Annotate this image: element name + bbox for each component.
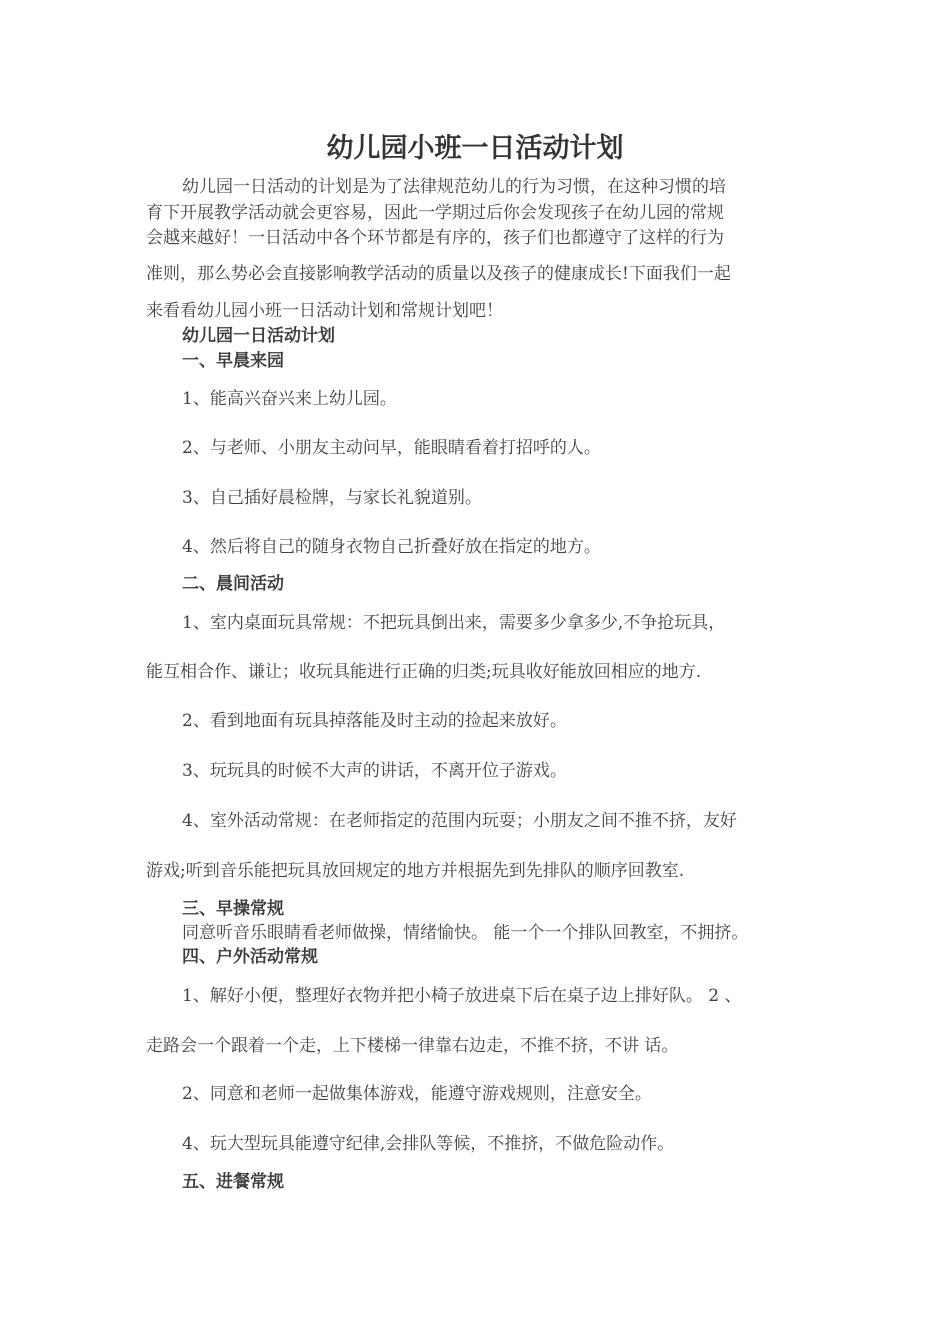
section-4-line-1: 1、解好小便，整理好衣物并把小椅子放进桌下后在桌子边上排好队。 2 、 [182,986,742,1006]
subtitle: 幼儿园一日活动计划 [182,326,335,346]
section-2-line-6: 游戏;听到音乐能把玩具放回规定的地方并根据先到先排队的顺序回教室. [146,861,685,881]
section-2-line-5: 4、室外活动常规：在老师指定的范围内玩耍；小朋友之间不推不挤，友好 [182,811,737,831]
section-heading-1: 一、早晨来园 [182,351,284,371]
section-heading-3: 三、早操常规 [182,899,284,919]
section-heading-4: 四、户外活动常规 [182,947,318,967]
intro-line-4: 准则，那么势必会直接影响教学活动的质量以及孩子的健康成长!下面我们一起 [146,264,731,284]
intro-line-2: 育下开展教学活动就会更容易，因此一学期过后你会发现孩子在幼儿园的常规 [146,203,724,223]
intro-line-1: 幼儿园一日活动的计划是为了法律规范幼儿的行为习惯，在这种习惯的培 [182,177,726,197]
document-title: 幼儿园小班一日活动计划 [326,133,624,164]
section-2-line-4: 3、玩玩具的时候不大声的讲话，不离开位子游戏。 [182,761,567,781]
section-4-line-2: 走路会一个跟着一个走，上下楼梯一律靠右边走，不推不挤，不讲 话。 [146,1036,679,1056]
section-4-line-3: 2、同意和老师一起做集体游戏，能遵守游戏规则，注意安全。 [182,1084,652,1104]
section-heading-2: 二、晨间活动 [182,574,284,594]
section-1-line-4: 4、然后将自己的随身衣物自己折叠好放在指定的地方。 [182,537,601,557]
intro-line-5: 来看看幼儿园小班一日活动计划和常规计划吧！ [146,301,503,321]
section-heading-5: 五、进餐常规 [182,1172,284,1192]
section-2-line-2: 能互相合作、谦让；收玩具能进行正确的归类;玩具收好能放回相应的地方. [146,662,702,682]
section-2-line-1: 1、室内桌面玩具常规：不把玩具倒出来，需要多少拿多少,不争抢玩具， [182,613,726,633]
section-3-line-1: 同意听音乐眼睛看老师做操，情绪愉快。 能一个一个排队回教室，不拥挤。 [182,923,749,943]
section-1-line-1: 1、能高兴奋兴来上幼儿园。 [182,389,397,409]
section-1-line-2: 2、与老师、小朋友主动问早，能眼睛看着打招呼的人。 [182,438,601,458]
intro-line-3: 会越来越好！一日活动中各个环节都是有序的，孩子们也都遵守了这样的行为 [146,228,724,248]
section-2-line-3: 2、看到地面有玩具掉落能及时主动的捡起来放好。 [182,711,567,731]
section-4-line-4: 4、玩大型玩具能遵守纪律,会排队等候，不推挤，不做危险动作。 [182,1134,675,1154]
section-1-line-3: 3、自己插好晨检牌，与家长礼貌道别。 [182,488,482,508]
